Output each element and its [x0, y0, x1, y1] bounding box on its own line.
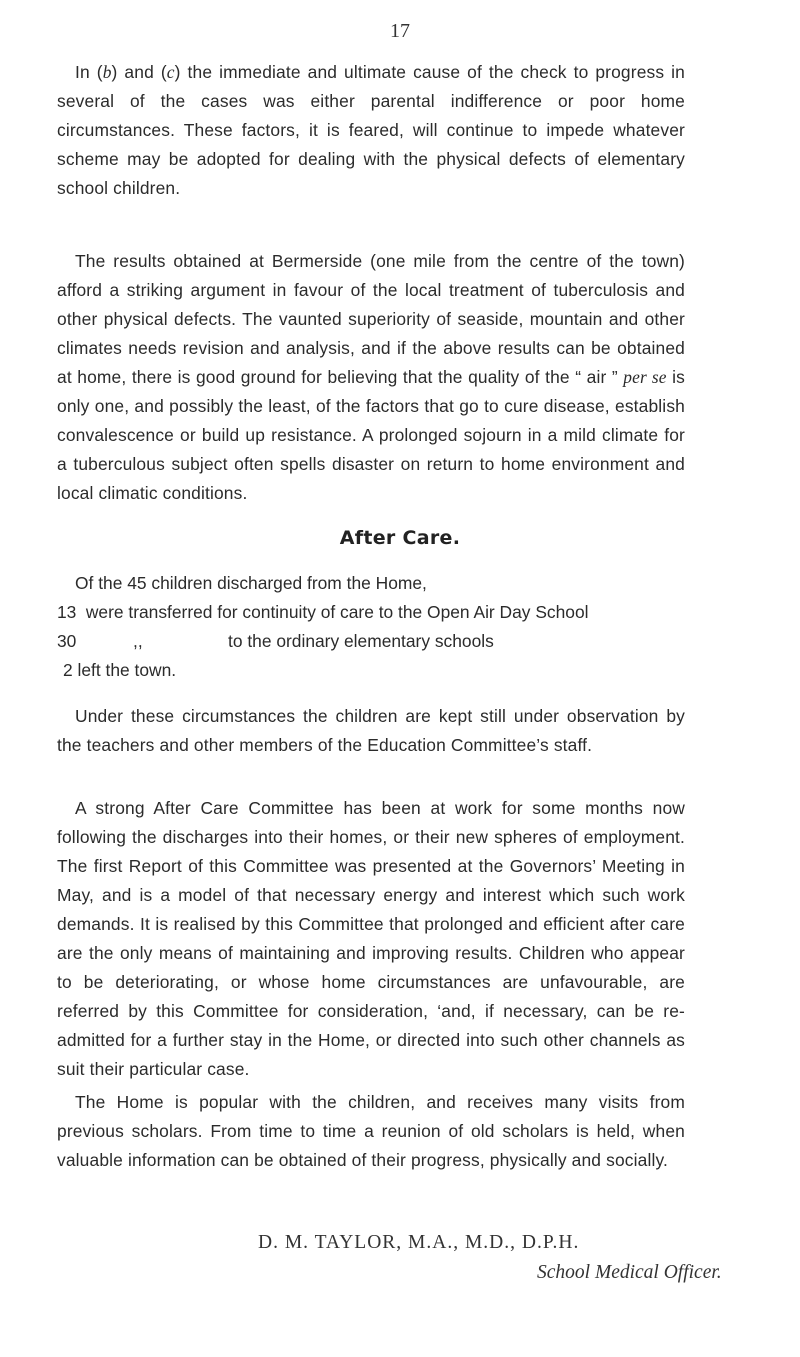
paragraph-3-text: Under these circumstances the children are kept still under observation by the teachers and other members of the Education Committee’s staff. — [57, 706, 685, 755]
paragraph-2-text-b: is only one, and possibly the least, of the factors that go to cure disease, establish convalescence or build up resistance. A prolonged sojourn in a mild climate for a tuberculous subject often spells disaster on return to home environment and local climatic conditions. — [57, 367, 686, 503]
discharge-count: 2 — [63, 660, 73, 680]
paragraph-parental-indifference — [57, 58, 685, 203]
page-number: 17 — [390, 20, 410, 42]
paragraph-1-item-b: b — [102, 62, 112, 82]
discharge-stats-intro: Of the 45 children discharged from the Home, — [75, 573, 427, 593]
paragraph-2-text-a: The results obtained at Bermerside (one mile from the centre of the town) afford a striking argument in favour of the local treatment of tuberculosis and other physical defects. The vaunted superiority of seaside, mountain and other climates needs revision and analysis, and if the above results can be obtained at home, there is good ground for believing that the quality of the “ air ” — [57, 251, 685, 387]
paragraph-observation — [57, 702, 685, 760]
discharge-count: 13 — [57, 602, 77, 622]
paragraph-bermerside-results — [57, 247, 685, 508]
paragraph-4-text: A strong After Care Committee has been at work for some months now following the discharges into their homes, or their new spheres of employment. The first Report of this Committee was presented at the Governors’ Meeting in May, and is a model of that necessary energy and interest which such work demands. It is realised by this Committee that prolonged and efficient after care are the only means of maintaining and improving results. Children who appear to be deteriorating, or whose home circumstances are unfavourable, are referred by this Committee for consideration, ‘and, if necessary, can be re-admitted for a further stay in the Home, or directed into such other channels as suit their particular case. — [57, 798, 685, 1079]
paragraph-1-text-a: In ( — [75, 62, 103, 82]
paragraph-1-item-c: c — [166, 62, 175, 82]
discharge-destination: left the town. — [77, 660, 177, 680]
discharge-destination: to the ordinary elementary schools — [228, 631, 494, 651]
discharge-stats-row — [57, 602, 589, 623]
paragraph-home-popularity — [57, 1088, 685, 1175]
paragraph-5-text: The Home is popular with the children, and receives many visits from previous scholars. From time to time a reunion of old scholars is held, when valuable information can be obtained of their progress, physically and socially. — [57, 1092, 685, 1170]
paragraph-after-care-committee — [57, 794, 685, 1084]
signature-title: School Medical Officer. — [537, 1262, 722, 1283]
paragraph-1-text-c: ) the immediate and ultimate cause of the check to progress in several of the cases was either parental indifference or poor home circumstances. These factors, it is feared, will continue to impede whatever scheme may be adopted for dealing with the physical defects of elementary school children. — [57, 62, 685, 198]
paragraph-2-per-se: per se — [623, 367, 667, 387]
discharge-stats-row — [63, 660, 176, 681]
signature-name: D. M. TAYLOR, M.A., M.D., D.P.H. — [258, 1232, 580, 1253]
discharge-stats-row — [57, 631, 494, 652]
discharge-count: 30 — [57, 631, 77, 651]
section-heading-after-care: After Care. — [339, 527, 461, 549]
paragraph-1-text-b: ) and ( — [111, 62, 167, 82]
discharge-destination: were transferred for continuity of care to the Open Air Day School — [85, 602, 589, 622]
ditto-mark: ,, — [133, 631, 143, 651]
